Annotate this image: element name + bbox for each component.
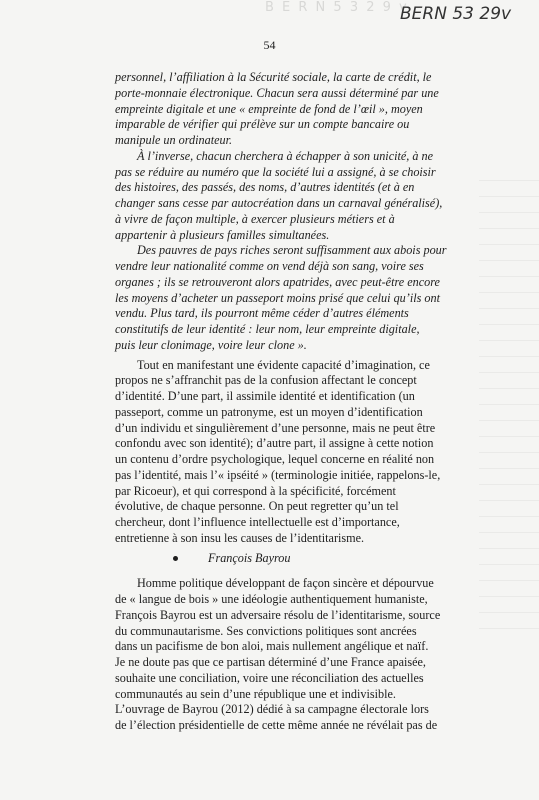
text-line: imparable de vérifier qui prélève sur un compte bancaire ou	[115, 117, 410, 132]
quote-paragraph-2	[115, 149, 497, 244]
quote-paragraph-1	[115, 70, 497, 149]
section-heading-text: François Bayrou	[208, 550, 291, 565]
bullet-icon	[173, 556, 178, 561]
text-line: un contenu d’ordre psychologique, lequel concerne en réalité non	[115, 452, 435, 466]
text-line: porte-monnaie électronique. Chacun sera aussi déterminé par une	[115, 85, 439, 100]
text-line: de « langue de bois » une idéologie authentiquement humaniste,	[115, 592, 428, 606]
text-line: changer sans cesse par autocréation dans un carnaval généralisé),	[115, 196, 443, 210]
text-line: L’ouvrage de Bayrou (2012) dédié à sa campagne électorale lors	[115, 702, 429, 717]
handwritten-annotation	[398, 2, 528, 24]
text-line: À l’inverse, chacun cherchera à échapper à son unicité, à ne	[137, 148, 434, 163]
bleed-through-header: B E R N 5 3 2 9 v	[265, 0, 409, 14]
text-line: empreinte digitale et une « empreinte de fond de l’œil », moyen	[115, 101, 423, 116]
text-line: pas l’identité, mais l’« ipséité » (terminologie initiée, rappelons-le,	[115, 467, 441, 482]
bayrou-paragraph	[115, 576, 497, 734]
text-line: puis leur clonimage, voire leur clone ».	[115, 337, 307, 352]
text-line: d’un individu et singulièrement d’une personne, mais ne peut être	[115, 420, 436, 435]
text-line: chercheur, dont l’influence intellectuelle est d’importance,	[115, 515, 400, 529]
quote-paragraph-3	[115, 243, 497, 353]
text-line: dans un pacifisme de bon aloi, mais nullement angélique et naïf.	[115, 639, 429, 654]
text-line: les moyens d’acheter un passeport moins prisé que celui qu’ils ont	[115, 290, 440, 305]
page-number: 54	[263, 38, 276, 52]
commentary-paragraph	[115, 358, 497, 547]
text-line: évolutive, de chaque personne. On peut regretter qu’un tel	[115, 499, 399, 514]
text-line: passeport, comme un patronyme, est un moyen d’identification	[115, 404, 423, 419]
text-line: à vivre de façon multiple, à exercer plusieurs métiers et à	[115, 211, 395, 226]
text-line: manipule un ordinateur.	[115, 133, 233, 147]
text-line: Homme politique développant de façon sincère et dépourvue	[137, 576, 434, 591]
text-line: confondu avec son identité); d’autre part, il assigne à cette notion	[115, 436, 434, 451]
body-text	[115, 70, 497, 734]
text-line: du communautarisme. Ses convictions politiques sont ancrées	[115, 623, 417, 638]
annotation-text: BERN 53 29v	[400, 4, 512, 24]
text-line: d’identité. D’une part, il assimile identité et identification (un	[115, 389, 415, 403]
text-line: constitutifs de leur identité : leur nom, leur empreinte digitale,	[115, 322, 420, 336]
text-line: François Bayrou est un adversaire résolu de l’identitarisme, source	[115, 607, 441, 622]
section-heading	[115, 551, 497, 567]
text-line: Des pauvres de pays riches seront suffisamment aux abois pour	[137, 243, 447, 258]
text-line: souhaite une conciliation, voire une réconciliation des actuelles	[115, 670, 424, 685]
text-line: propos ne s’affranchit pas de la confusion affectant le concept	[115, 373, 417, 388]
text-line: personnel, l’affiliation à la Sécurité sociale, la carte de crédit, le	[115, 70, 432, 84]
text-line: vendu. Plus tard, ils pourront même céder d’autres éléments	[115, 306, 409, 321]
text-line: des histoires, des passés, des noms, d’autres identités (et à en	[115, 180, 415, 195]
text-line: par Ricoeur), et qui correspond à la spécificité, forcément	[115, 483, 396, 498]
text-line: pas se réduire au numéro que la société lui a assigné, à se choisir	[115, 164, 436, 179]
text-line: entretienne à son insu les causes de l’identitarisme.	[115, 530, 365, 545]
text-line: de l’élection présidentielle de cette même année ne révélait pas de	[115, 718, 438, 732]
text-line: organes ; ils se retrouveront alors apatrides, avec peut-être encore	[115, 274, 440, 289]
text-line: Tout en manifestant une évidente capacité d’imagination, ce	[137, 357, 430, 372]
text-line: vendre leur nationalité comme on vend déjà son sang, voire ses	[115, 259, 424, 273]
text-line: communautés au sein d’une république une et indivisible.	[115, 686, 396, 701]
text-line: appartenir à plusieurs familles simultanées.	[115, 227, 330, 242]
text-line: Je ne doute pas que ce partisan déterminé d’une France apaisée,	[115, 655, 426, 669]
